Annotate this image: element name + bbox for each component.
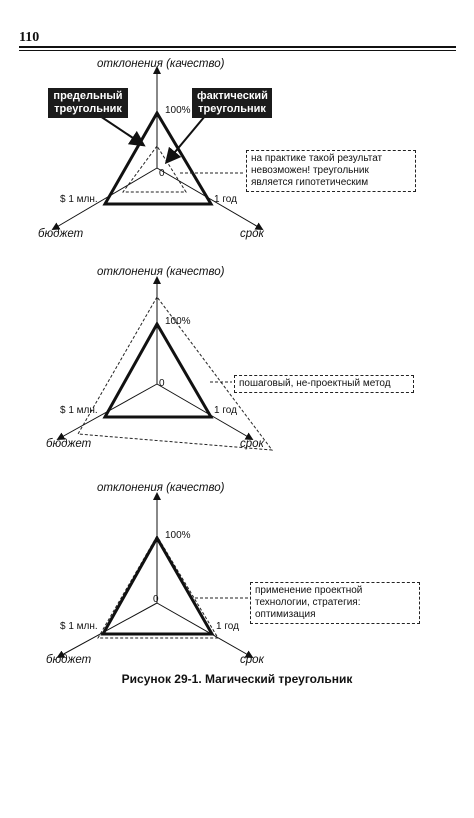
- axis-label-budget: бюджет: [38, 228, 84, 240]
- tick-budget: $ 1 млн.: [60, 405, 98, 416]
- note-3: применение проектной технологии, стратегия: оптимизация: [250, 582, 420, 624]
- limit-triangle-tag: предельный треугольник: [48, 88, 128, 118]
- note-2: пошаговый, не-проектный метод: [234, 375, 414, 393]
- axis-label-time: срок: [240, 228, 264, 240]
- diagram-3: [0, 478, 474, 688]
- axis-label-budget: бюджет: [46, 438, 92, 450]
- page-number: 110: [19, 30, 40, 45]
- tick-100: 100%: [165, 316, 191, 327]
- tick-100: 100%: [165, 105, 191, 116]
- actual-triangle-tag: фактический треугольник: [192, 88, 272, 118]
- tick-budget: $ 1 млн.: [60, 621, 98, 632]
- tick-budget: $ 1 млн.: [60, 194, 98, 205]
- header-rule-thin: [19, 50, 456, 51]
- axis-label-time: срок: [240, 438, 264, 450]
- tick-zero: 0: [153, 594, 159, 605]
- tick-100: 100%: [165, 530, 191, 541]
- axis-label-time: срок: [240, 654, 264, 666]
- tick-time: 1 год: [214, 194, 237, 205]
- tick-zero: 0: [159, 168, 165, 179]
- diagram-2: [0, 262, 474, 472]
- actual-triangle: [98, 536, 218, 638]
- limit-pointer: [100, 116, 139, 142]
- actual-pointer: [170, 116, 205, 158]
- figure-caption: Рисунок 29-1. Магический треугольник: [121, 672, 353, 686]
- note-1: на практике такой результат невозможен! треугольник является гипотетическим: [246, 150, 416, 192]
- limit-triangle: [105, 324, 211, 417]
- axis-label-quality: отклонения (качество): [97, 58, 225, 70]
- axis-label-budget: бюджет: [46, 654, 92, 666]
- tick-time: 1 год: [216, 621, 239, 632]
- axis-label-quality: отклонения (качество): [97, 266, 225, 278]
- diagram-1: [0, 58, 474, 268]
- tick-time: 1 год: [214, 405, 237, 416]
- header-rule: [19, 46, 456, 48]
- tick-zero: 0: [159, 378, 165, 389]
- axis-label-quality: отклонения (качество): [97, 482, 225, 494]
